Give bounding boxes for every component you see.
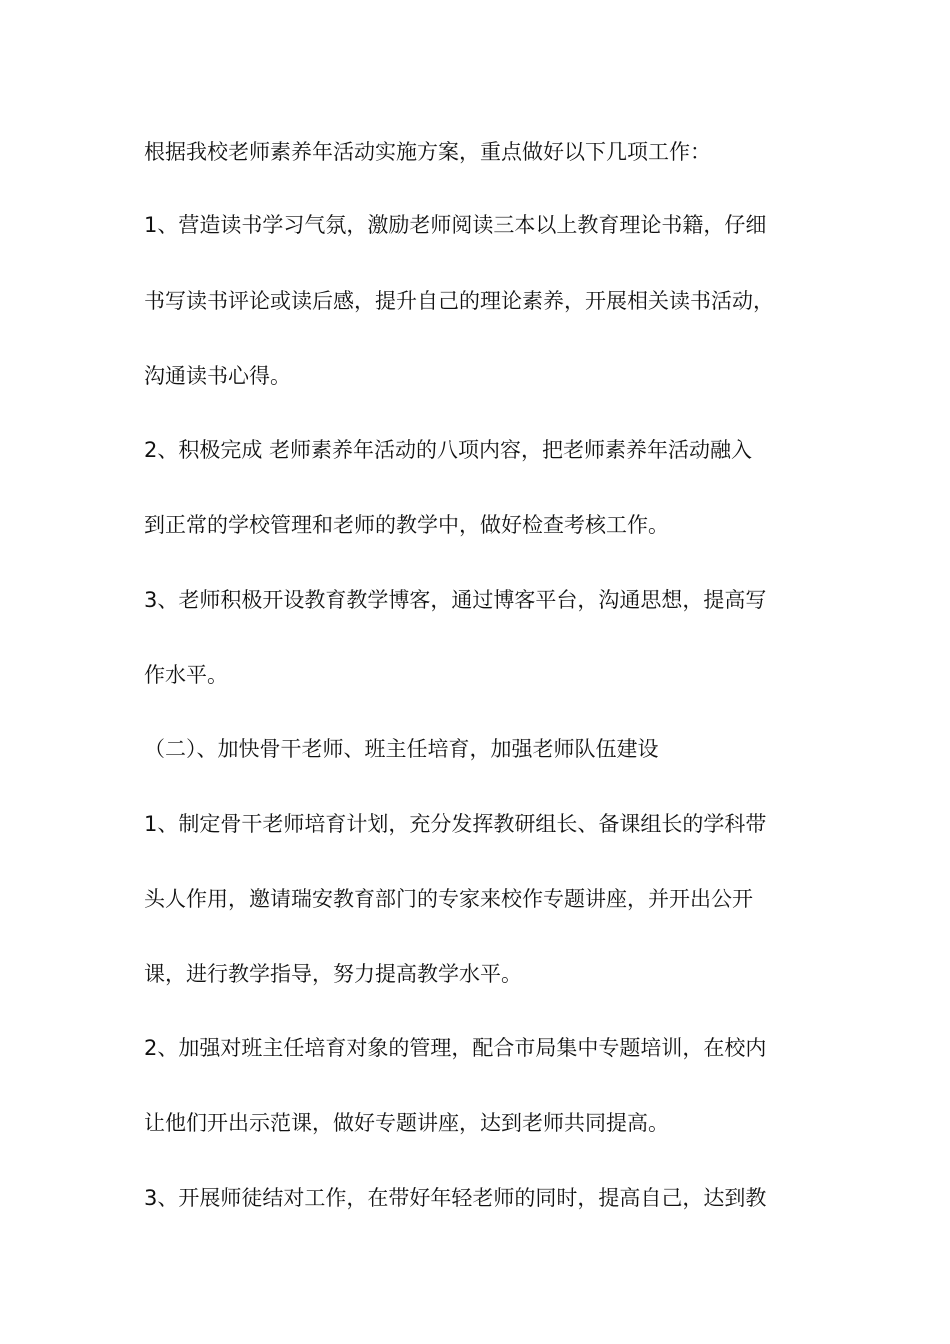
item-3-line-1: 3、老师积极开设教育教学博客，通过博客平台，沟通思想，提高写 (144, 588, 767, 612)
item-1-line-2: 书写读书评论或读后感，提升自己的理论素养，开展相关读书活动， (144, 289, 774, 313)
section-item-3-line-1: 3、开展师徒结对工作，在带好年轻老师的同时，提高自己，达到教 (144, 1186, 767, 1210)
paragraph-intro: 根据我校老师素养年活动实施方案，重点做好以下几项工作： (144, 140, 711, 164)
section-item-1-line-3: 课，进行教学指导，努力提高教学水平。 (144, 962, 522, 986)
section-item-1-line-2: 头人作用，邀请瑞安教育部门的专家来校作专题讲座，并开出公开 (144, 887, 753, 911)
item-3-line-2: 作水平。 (144, 663, 228, 687)
item-2-line-1: 2、积极完成 老师素养年活动的八项内容，把老师素养年活动融入 (144, 438, 753, 462)
item-1-line-3: 沟通读书心得。 (144, 364, 291, 388)
item-2-line-2: 到正常的学校管理和老师的教学中，做好检查考核工作。 (144, 513, 669, 537)
section-item-2-line-2: 让他们开出示范课，做好专题讲座，达到老师共同提高。 (144, 1111, 669, 1135)
section-item-2-line-1: 2、加强对班主任培育对象的管理，配合市局集中专题培训，在校内 (144, 1036, 767, 1060)
item-1-line-1: 1、营造读书学习气氛，激励老师阅读三本以上教育理论书籍，仔细 (144, 213, 767, 237)
section-item-1-line-1: 1、制定骨干老师培育计划，充分发挥教研组长、备课组长的学科带 (144, 812, 767, 836)
section-heading: （二）、加快骨干老师、班主任培育，加强老师队伍建设 (144, 737, 659, 761)
